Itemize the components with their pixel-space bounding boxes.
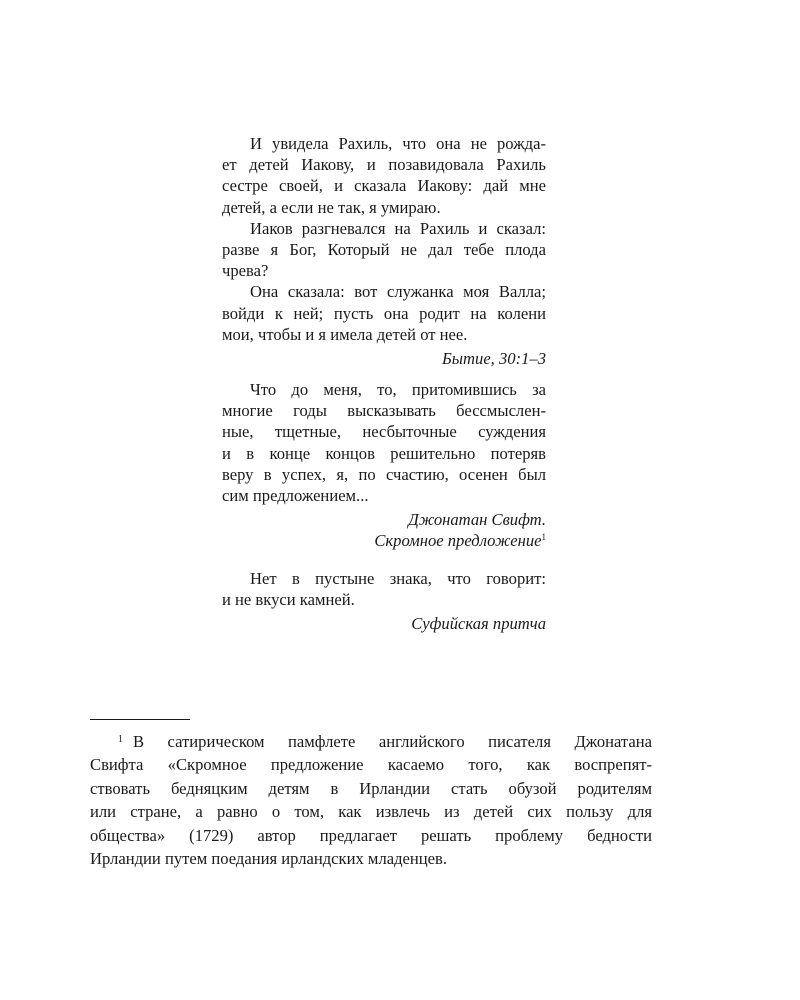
epigraph-line: веру в успех, я, по счастию, осенен был xyxy=(222,464,546,484)
epigraph-attribution-work xyxy=(222,530,546,551)
epigraph-attribution-author: Джонатан Свифт. xyxy=(408,510,546,530)
epigraph-line: И увидела Рахиль, что она не рожда- xyxy=(250,134,546,153)
footnote-line xyxy=(90,730,652,753)
epigraph-swift xyxy=(222,379,546,552)
footnote-line: Свифта «Скромное предложение касаемо того, как воспрепят- xyxy=(90,755,652,775)
epigraph-line: сестре своей, и сказала Иакову: дай мне xyxy=(222,176,546,196)
epigraph-line: войди к ней; пусть она родит на колени xyxy=(222,303,546,323)
footnote xyxy=(90,730,652,870)
epigraph-line: и в конце концов решительно потеряв xyxy=(222,443,546,463)
epigraph-attribution: Суфийская притча xyxy=(411,614,546,634)
epigraph-line: детей, а если не так, я умираю. xyxy=(222,197,441,217)
epigraph-line: Что до меня, то, притомившись за xyxy=(250,380,546,399)
epigraph-line: ет детей Иакову, и позавидовала Рахиль xyxy=(222,155,546,175)
footnote-line: ствовать бедняцким детям в Ирландии стать обузой родителям xyxy=(90,778,652,798)
epigraph-line: разве я Бог, Который не дал тебе плода xyxy=(222,240,546,260)
epigraph-attribution: Бытие, 30:1–3 xyxy=(442,349,546,369)
epigraph-line: ные, тщетные, несбыточные суждения xyxy=(222,422,546,442)
epigraph-line: чрева? xyxy=(222,261,269,281)
attribution-work-title: Скромное предложение xyxy=(374,531,542,551)
epigraph-line: мои, чтобы и я имела детей от нее. xyxy=(222,324,468,344)
epigraph-sufi xyxy=(222,568,546,635)
epigraph-genesis xyxy=(222,133,546,369)
footnote-line: или стране, а равно о том, как извлечь из детей сих пользу для xyxy=(90,802,652,822)
epigraph-line: многие годы высказывать бессмыслен- xyxy=(222,401,546,421)
epigraph-line: Она сказала: вот служанка моя Валла; xyxy=(250,282,546,302)
footnote-line: общества» (1729) автор предлагает решать проблему бедности xyxy=(90,825,652,845)
epigraph-line: сим предложением... xyxy=(222,486,369,506)
footnote-line-text: В сатирическом памфлете английского писателя Джонатана xyxy=(133,732,652,751)
footnote-reference[interactable]: 1 xyxy=(541,532,546,543)
epigraph-line: и не вкуси камней. xyxy=(222,590,355,610)
footnote-line: Ирландии путем поедания ирландских младенцев. xyxy=(90,849,448,869)
epigraph-line: Нет в пустыне знака, что говорит: xyxy=(250,569,546,588)
footnote-divider xyxy=(90,719,190,720)
epigraph-line: Иаков разгневался на Рахиль и сказал: xyxy=(250,218,546,238)
footnote-mark: 1 xyxy=(118,734,123,745)
